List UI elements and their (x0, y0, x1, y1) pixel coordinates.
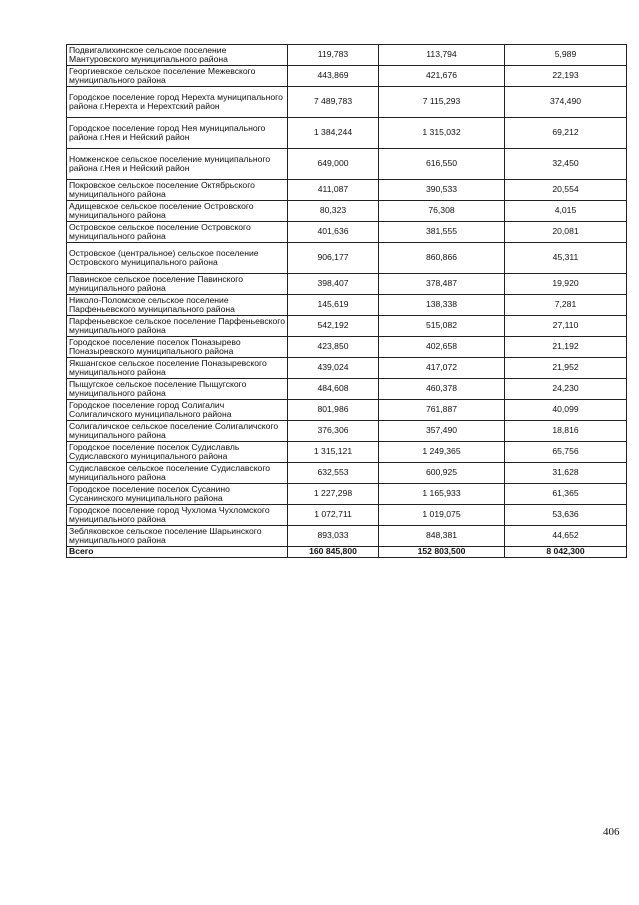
settlement-name-cell: Подвигалихинское сельское поселение Мантуровского муниципального района (67, 45, 288, 66)
settlement-name-cell: Покровское сельское поселение Октябрьского муниципального района (67, 180, 288, 201)
main-amount-cell: 417,072 (379, 358, 505, 379)
settlement-name-cell: Адищевское сельское поселение Островского муниципального района (67, 201, 288, 222)
main-amount-cell: 390,533 (379, 180, 505, 201)
table-row (67, 118, 627, 149)
settlement-name-cell: Городское поселение поселок Сусанино Сусанинского муниципального района (67, 484, 288, 505)
cofinance-amount-cell: 20,081 (505, 222, 627, 243)
settlement-name-cell: Солигаличское сельское поселение Солигаличского муниципального района (67, 421, 288, 442)
main-amount-cell: 761,887 (379, 400, 505, 421)
table-row (67, 442, 627, 463)
main-amount-cell: 138,338 (379, 295, 505, 316)
settlement-name-cell: Городское поселение город Нея муниципального района г.Нея и Нейский район (67, 118, 288, 149)
settlement-name-cell: Якшангское сельское поселение Поназыревского муниципального района (67, 358, 288, 379)
table-row (67, 316, 627, 337)
main-amount-cell: 402,658 (379, 337, 505, 358)
grand-cofinance-cell: 8 042,300 (505, 547, 627, 558)
table-row (67, 484, 627, 505)
grand-total-cell: 160 845,800 (288, 547, 379, 558)
total-amount-cell: 1 384,244 (288, 118, 379, 149)
total-amount-cell: 906,177 (288, 243, 379, 274)
main-amount-cell: 616,550 (379, 149, 505, 180)
main-amount-cell: 1 165,933 (379, 484, 505, 505)
cofinance-amount-cell: 19,920 (505, 274, 627, 295)
cofinance-amount-cell: 4,015 (505, 201, 627, 222)
settlement-name-cell: Городское поселение поселок Поназырево Поназыревского муниципального района (67, 337, 288, 358)
table-row (67, 337, 627, 358)
total-amount-cell: 119,783 (288, 45, 379, 66)
main-amount-cell: 381,555 (379, 222, 505, 243)
table-row (67, 87, 627, 118)
cofinance-amount-cell: 27,110 (505, 316, 627, 337)
total-amount-cell: 484,608 (288, 379, 379, 400)
table-row (67, 274, 627, 295)
total-amount-cell: 80,323 (288, 201, 379, 222)
table-row (67, 149, 627, 180)
table-row (67, 505, 627, 526)
table-row (67, 526, 627, 547)
main-amount-cell: 860,866 (379, 243, 505, 274)
total-amount-cell: 401,636 (288, 222, 379, 243)
table-row (67, 222, 627, 243)
total-amount-cell: 1 227,298 (288, 484, 379, 505)
settlement-name-cell: Николо-Поломское сельское поселение Парфеньевского муниципального района (67, 295, 288, 316)
total-amount-cell: 649,000 (288, 149, 379, 180)
cofinance-amount-cell: 5,989 (505, 45, 627, 66)
main-amount-cell: 1 315,032 (379, 118, 505, 149)
settlement-name-cell: Городское поселение город Чухлома Чухломского муниципального района (67, 505, 288, 526)
cofinance-amount-cell: 21,952 (505, 358, 627, 379)
total-amount-cell: 376,306 (288, 421, 379, 442)
table-row (67, 66, 627, 87)
cofinance-amount-cell: 65,756 (505, 442, 627, 463)
main-amount-cell: 1 249,365 (379, 442, 505, 463)
main-amount-cell: 515,082 (379, 316, 505, 337)
table-row (67, 295, 627, 316)
table-row (67, 358, 627, 379)
settlement-name-cell: Георгиевское сельское поселение Межевского муниципального района (67, 66, 288, 87)
settlement-name-cell: Островское сельское поселение Островского муниципального района (67, 222, 288, 243)
total-amount-cell: 398,407 (288, 274, 379, 295)
total-amount-cell: 893,033 (288, 526, 379, 547)
cofinance-amount-cell: 22,193 (505, 66, 627, 87)
cofinance-amount-cell: 44,652 (505, 526, 627, 547)
main-amount-cell: 7 115,293 (379, 87, 505, 118)
total-amount-cell: 439,024 (288, 358, 379, 379)
total-amount-cell: 145,619 (288, 295, 379, 316)
cofinance-amount-cell: 20,554 (505, 180, 627, 201)
settlement-name-cell: Павинское сельское поселение Павинского муниципального района (67, 274, 288, 295)
cofinance-amount-cell: 18,816 (505, 421, 627, 442)
settlement-name-cell: Островское (центральное) сельское поселение Островского муниципального района (67, 243, 288, 274)
total-amount-cell: 423,850 (288, 337, 379, 358)
cofinance-amount-cell: 69,212 (505, 118, 627, 149)
cofinance-amount-cell: 45,311 (505, 243, 627, 274)
total-label-cell: Всего (67, 547, 288, 558)
main-amount-cell: 76,308 (379, 201, 505, 222)
settlement-name-cell: Пыщугское сельское поселение Пыщугского муниципального района (67, 379, 288, 400)
cofinance-amount-cell: 24,230 (505, 379, 627, 400)
main-amount-cell: 113,794 (379, 45, 505, 66)
allocation-table (66, 44, 627, 558)
main-amount-cell: 460,378 (379, 379, 505, 400)
cofinance-amount-cell: 40,099 (505, 400, 627, 421)
table-row (67, 421, 627, 442)
table-row (67, 379, 627, 400)
settlement-name-cell: Городское поселение поселок Судиславль Судиславского муниципального района (67, 442, 288, 463)
settlement-name-cell: Судиславское сельское поселение Судиславского муниципального района (67, 463, 288, 484)
total-amount-cell: 801,986 (288, 400, 379, 421)
table-row (67, 201, 627, 222)
main-amount-cell: 378,487 (379, 274, 505, 295)
table-row (67, 463, 627, 484)
settlement-name-cell: Парфеньевское сельское поселение Парфеньевского муниципального района (67, 316, 288, 337)
total-amount-cell: 632,553 (288, 463, 379, 484)
main-amount-cell: 600,925 (379, 463, 505, 484)
total-amount-cell: 1 072,711 (288, 505, 379, 526)
main-amount-cell: 848,381 (379, 526, 505, 547)
total-amount-cell: 542,192 (288, 316, 379, 337)
table-row (67, 400, 627, 421)
settlement-name-cell: Номженское сельское поселение муниципального района г.Нея и Нейский район (67, 149, 288, 180)
cofinance-amount-cell: 32,450 (505, 149, 627, 180)
main-amount-cell: 421,676 (379, 66, 505, 87)
table-row (67, 243, 627, 274)
table-row (67, 180, 627, 201)
total-amount-cell: 7 489,783 (288, 87, 379, 118)
total-amount-cell: 1 315,121 (288, 442, 379, 463)
total-row (67, 547, 627, 558)
settlement-name-cell: Зебляковское сельское поселение Шарьинского муниципального района (67, 526, 288, 547)
settlement-name-cell: Городское поселение город Нерехта муниципального района г.Нерехта и Нерехтский район (67, 87, 288, 118)
page-number: 406 (603, 826, 620, 838)
cofinance-amount-cell: 21,192 (505, 337, 627, 358)
cofinance-amount-cell: 61,365 (505, 484, 627, 505)
main-amount-cell: 1 019,075 (379, 505, 505, 526)
cofinance-amount-cell: 374,490 (505, 87, 627, 118)
settlement-name-cell: Городское поселение город Солигалич Солигаличского муниципального района (67, 400, 288, 421)
cofinance-amount-cell: 53,636 (505, 505, 627, 526)
cofinance-amount-cell: 7,281 (505, 295, 627, 316)
table-row (67, 45, 627, 66)
total-amount-cell: 443,869 (288, 66, 379, 87)
total-amount-cell: 411,087 (288, 180, 379, 201)
cofinance-amount-cell: 31,628 (505, 463, 627, 484)
grand-main-cell: 152 803,500 (379, 547, 505, 558)
main-amount-cell: 357,490 (379, 421, 505, 442)
